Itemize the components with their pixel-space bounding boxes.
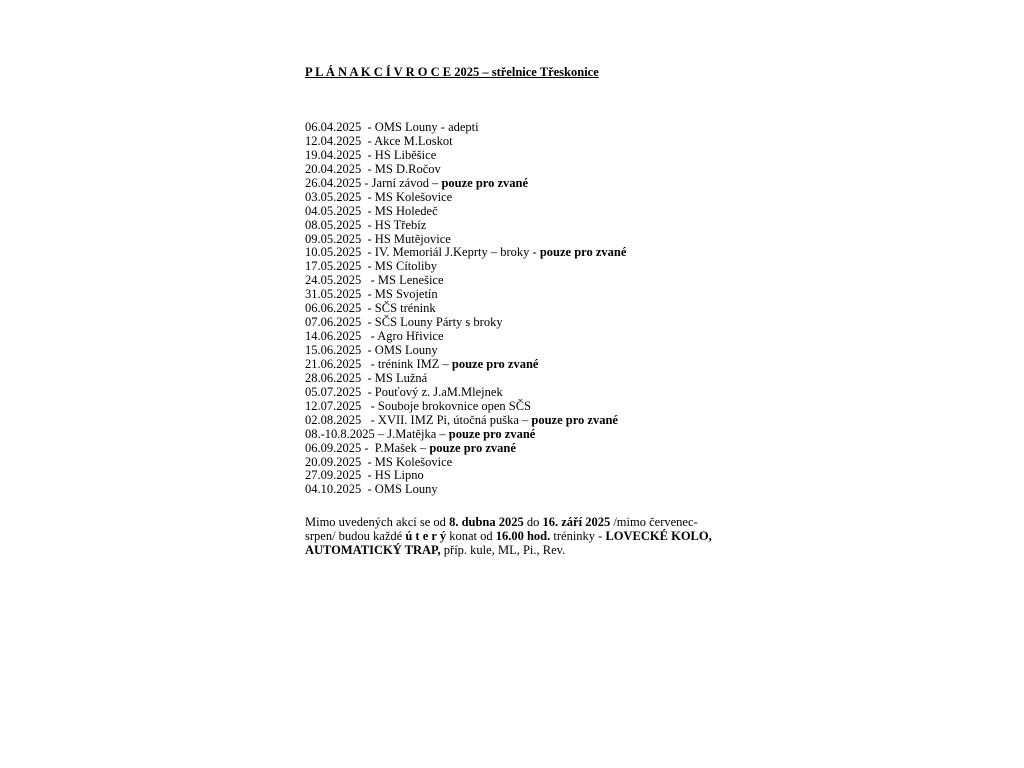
event-row <box>305 274 626 288</box>
event-description: MS Kolešovice <box>374 454 453 469</box>
event-date: 05.07.2025 <box>305 384 362 399</box>
event-row <box>305 330 626 344</box>
event-description: HS Lipno <box>374 468 424 483</box>
event-date: 06.06.2025 <box>305 301 362 316</box>
event-separator: - <box>361 301 375 316</box>
event-row <box>305 344 626 358</box>
event-description: P.Mašek – <box>374 440 430 455</box>
event-separator: - <box>361 147 375 162</box>
event-separator: - <box>361 231 375 246</box>
event-date: 28.06.2025 <box>305 370 362 385</box>
event-separator: - <box>361 259 375 274</box>
footer-text: konat od <box>446 528 496 543</box>
event-separator: - <box>361 217 375 232</box>
event-row <box>305 219 626 233</box>
event-description: MS D.Ročov <box>374 161 441 176</box>
event-row <box>305 414 626 428</box>
footer-text: Mimo uvedených akcí se od <box>305 514 450 529</box>
event-row <box>305 260 626 274</box>
event-invite-note: pouze pro zvané <box>441 175 529 190</box>
footer-text: do <box>523 514 543 529</box>
event-invite-note: pouze pro zvané <box>531 412 618 427</box>
event-date: 31.05.2025 <box>305 287 362 302</box>
event-separator: - <box>361 440 375 455</box>
footer-text: /mimo červenec-srpen/ budou každé <box>305 514 698 543</box>
footer-bold-time: 16.00 hod. <box>495 528 551 543</box>
event-description: MS Lenešice <box>377 273 444 288</box>
event-row <box>305 456 626 470</box>
event-separator: - <box>361 468 375 483</box>
event-description: OMS Louny <box>374 343 438 357</box>
event-row <box>305 483 626 497</box>
event-description: HS Třebíz <box>374 217 427 232</box>
event-separator: - <box>361 412 378 427</box>
event-description: Jarní závod – <box>371 175 442 190</box>
event-row <box>305 302 626 316</box>
event-row <box>305 358 626 372</box>
event-date: 12.07.2025 <box>305 398 362 413</box>
event-row <box>305 135 626 149</box>
event-description: OMS Louny <box>374 482 438 497</box>
event-row <box>305 163 626 177</box>
event-separator: - <box>361 329 378 344</box>
event-date: 10.05.2025 <box>305 245 362 260</box>
event-row <box>305 246 626 260</box>
event-separator: - <box>361 133 375 148</box>
event-date: 20.09.2025 <box>305 454 362 469</box>
event-date: 04.10.2025 <box>305 482 362 497</box>
event-date: 08.05.2025 <box>305 217 362 232</box>
event-separator: – <box>374 426 388 441</box>
event-description: IV. Memoriál J.Keprty – broky - <box>374 245 540 260</box>
footer-text: tréninky - <box>550 528 606 543</box>
event-invite-note: pouze pro zvané <box>539 245 627 260</box>
footer-note <box>305 515 725 557</box>
event-date: 03.05.2025 <box>305 189 362 204</box>
event-separator: - <box>361 245 375 260</box>
event-description: Souboje brokovnice open SČS <box>377 398 532 413</box>
event-separator: - <box>361 315 375 330</box>
event-date: 06.09.2025 <box>305 440 362 455</box>
event-separator: - <box>361 356 378 371</box>
footer-bold-disciplines: LOVECKÉ KOLO, AUTOMATICKÝ TRAP, <box>305 528 712 557</box>
event-description: MS Kolešovice <box>374 189 453 204</box>
event-row <box>305 469 626 483</box>
event-description: J.Matějka – <box>387 426 449 441</box>
event-description: trénink IMZ – <box>377 356 452 371</box>
event-date: 08.-10.8.2025 <box>305 426 375 441</box>
event-date: 17.05.2025 <box>305 259 362 274</box>
event-date: 09.05.2025 <box>305 231 362 246</box>
event-date: 21.06.2025 <box>305 356 362 371</box>
event-row <box>305 400 626 414</box>
event-row <box>305 428 626 442</box>
event-description: XVII. IMZ Pi, útočná puška – <box>377 412 532 427</box>
event-separator: - <box>361 161 375 176</box>
event-list <box>305 121 626 497</box>
event-date: 20.04.2025 <box>305 161 362 176</box>
page-title: P L Á N A K C Í V R O C E 2025 – střelnice Třeskonice <box>305 65 599 79</box>
event-date: 07.06.2025 <box>305 315 362 330</box>
event-row <box>305 442 626 456</box>
event-description: MS Cítoliby <box>374 259 437 274</box>
event-separator: - <box>361 175 372 190</box>
footer-bold-date-from: 8. dubna 2025 <box>449 514 524 529</box>
event-separator: - <box>361 384 375 399</box>
event-row <box>305 372 626 386</box>
footer-bold-date-to: 16. září 2025 <box>542 514 611 529</box>
event-description: Pouťový z. J.aM.Mlejnek <box>374 384 503 399</box>
event-date: 24.05.2025 <box>305 273 362 288</box>
event-separator: - <box>361 454 375 469</box>
event-row <box>305 191 626 205</box>
event-separator: - <box>361 398 378 413</box>
event-description: Agro Hřivice <box>377 329 444 344</box>
event-row <box>305 177 626 191</box>
event-date: 06.04.2025 <box>305 120 362 134</box>
event-row <box>305 288 626 302</box>
event-date: 14.06.2025 <box>305 329 362 344</box>
event-separator: - <box>361 343 375 357</box>
footer-text: příp. kule, ML, Pi., Rev. <box>440 542 566 557</box>
event-row <box>305 149 626 163</box>
event-description: SČS trénink <box>374 301 436 316</box>
event-description: Akce M.Loskot <box>374 133 453 148</box>
event-description: HS Liběšice <box>374 147 437 162</box>
event-row <box>305 233 626 247</box>
event-date: 12.04.2025 <box>305 133 362 148</box>
event-row <box>305 121 626 135</box>
event-date: 27.09.2025 <box>305 468 362 483</box>
event-separator: - <box>361 273 378 288</box>
event-separator: - <box>361 482 375 497</box>
event-row <box>305 386 626 400</box>
footer-bold-weekday: ú t e r ý <box>405 528 447 543</box>
event-date: 19.04.2025 <box>305 147 362 162</box>
event-row <box>305 316 626 330</box>
event-description: HS Mutějovice <box>374 231 451 246</box>
event-date: 26.04.2025 <box>305 175 362 190</box>
event-separator: - <box>361 203 375 218</box>
event-invite-note: pouze pro zvané <box>448 426 536 441</box>
event-row <box>305 205 626 219</box>
event-invite-note: pouze pro zvané <box>451 356 539 371</box>
event-description: MS Svojetín <box>374 287 438 302</box>
event-invite-note: pouze pro zvané <box>429 440 516 455</box>
event-date: 15.06.2025 <box>305 343 362 357</box>
event-separator: - <box>361 120 375 134</box>
event-description: SČS Louny Párty s broky <box>374 315 503 330</box>
event-separator: - <box>361 189 375 204</box>
event-date: 04.05.2025 <box>305 203 362 218</box>
event-description: MS Lužná <box>374 370 428 385</box>
event-date: 02.08.2025 <box>305 412 362 427</box>
event-description: OMS Louny - adepti <box>374 120 479 134</box>
event-description: MS Holedeč <box>374 203 438 218</box>
event-separator: - <box>361 287 375 302</box>
event-separator: - <box>361 370 375 385</box>
